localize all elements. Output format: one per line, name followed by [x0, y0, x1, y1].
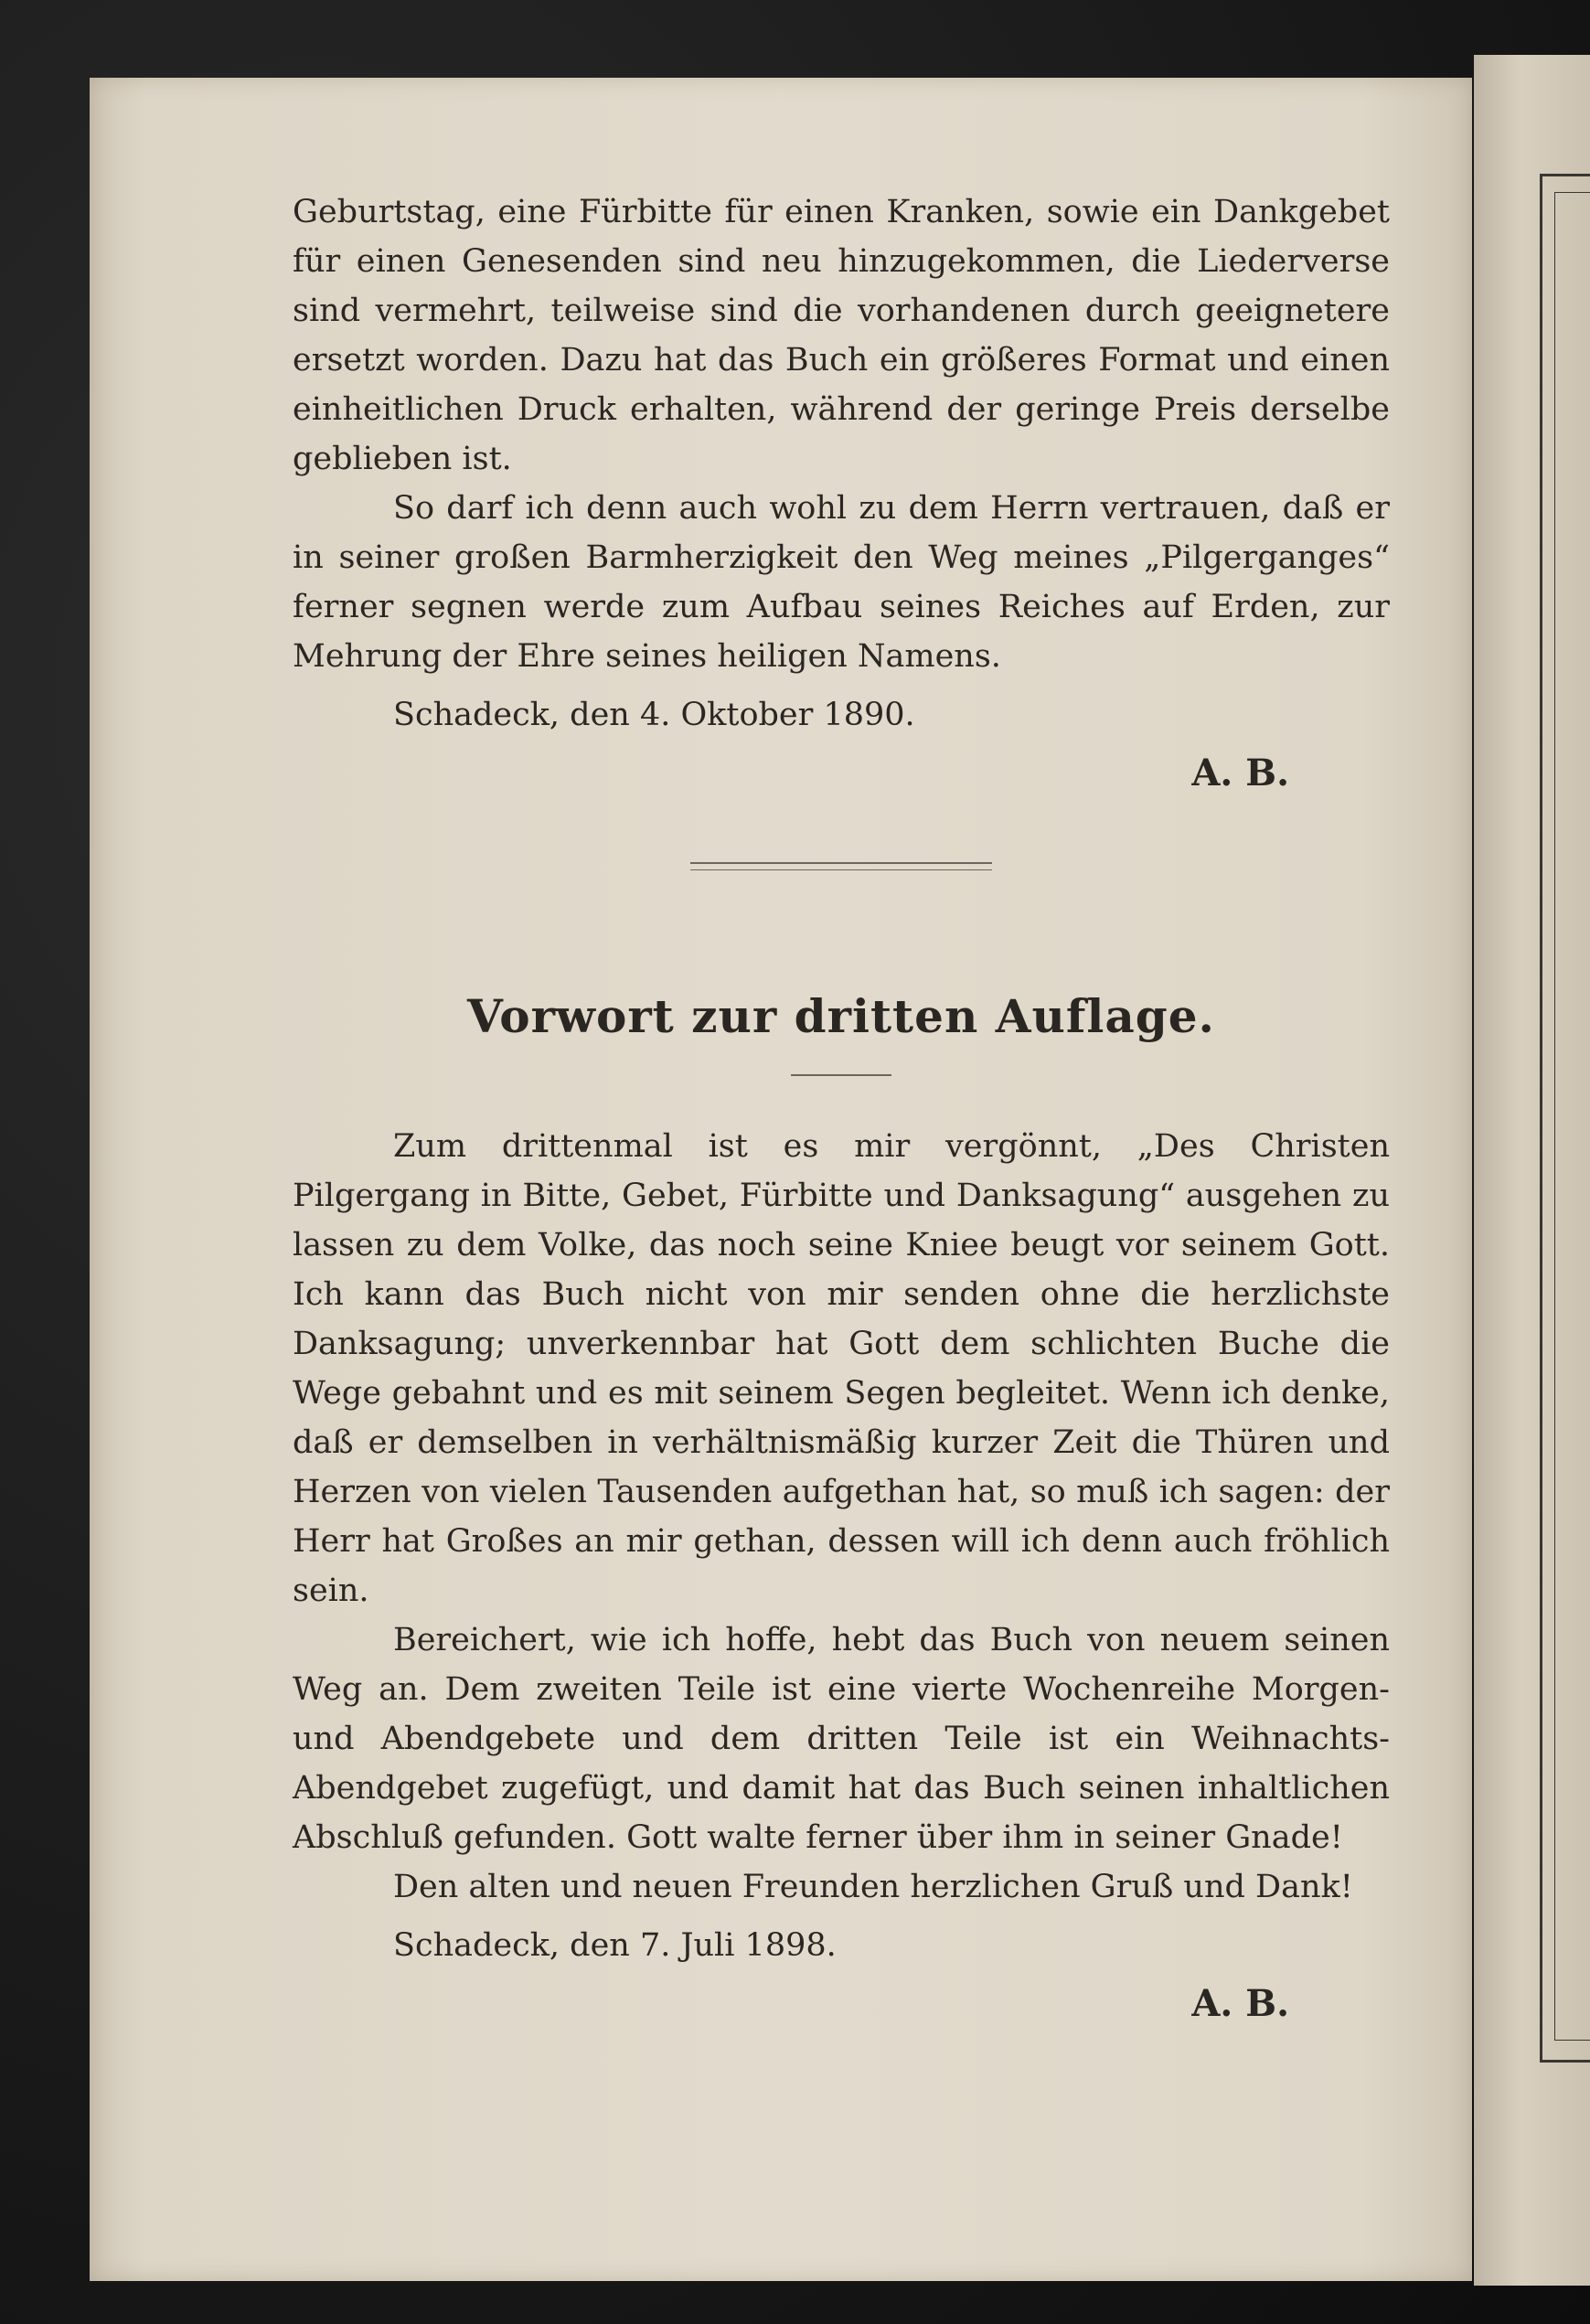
section2-dateline: Schadeck, den 7. Juli 1898. — [393, 1927, 837, 1964]
page-text — [293, 187, 1390, 2029]
section2-signature: A. B. — [1191, 1982, 1289, 2025]
section1-signature: A. B. — [1191, 752, 1289, 794]
section2-paragraph3: Den alten und neuen Freunden herzlichen Gruß und Dank! — [393, 1869, 1353, 1905]
facing-page-inner-border — [1554, 192, 1590, 2041]
section1-paragraph1: Geburtstag, eine Fürbitte für einen Kranken, sowie ein Dankgebet für einen Genesenden sind neu hinzugekommen, die Liederverse sind vermehrt, teilweise sind die vorhandenen durch geeignetere ersetzt worden. Dazu hat das Buch ein größeres Format und einen einheitlichen Druck erhalten, während der geringe Preis derselbe geblieben ist. — [293, 194, 1390, 477]
section1-dateline: Schadeck, den 4. Oktober 1890. — [393, 697, 915, 733]
section-separator — [690, 862, 992, 870]
section2-paragraph2: Bereichert, wie ich hoffe, hebt das Buch von neuem seinen Weg an. Dem zweiten Teile ist eine vierte Wochenreihe Morgen- und Abendgebete und dem dritten Teile ist ein Weihnachts-Abendgebet zugefügt, und damit hat das Buch seinen inhaltlichen Abschluß gefunden. Gott walte ferner über ihm in seiner Gnade! — [293, 1622, 1390, 1856]
heading-rule — [791, 1074, 891, 1076]
section1-paragraph2: So darf ich denn auch wohl zu dem Herrn vertrauen, daß er in seiner großen Barmherzigkeit den Weg meines „Pilgerganges“ ferner segnen werde zum Aufbau seines Reiches auf Erden, zur Mehrung der Ehre seines heiligen Namens. — [293, 490, 1390, 675]
section2-heading: Vorwort zur dritten Auflage. — [467, 989, 1215, 1043]
section2-paragraph1: Zum drittenmal ist es mir vergönnt, „Des Christen Pilgergang in Bitte, Gebet, Fürbitte und Danksagung“ ausgehen zu lassen zu dem Volke, das noch seine Kniee beugt vor seinem Gott. Ich kann das Buch nicht von mir senden ohne die herzlichste Danksagung; unverkennbar hat Gott dem schlichten Buche die Wege gebahnt und es mit seinem Segen begleitet. Wenn ich denke, daß er demselben in verhältnismäßig kurzer Zeit die Thüren und Herzen von vielen Tausenden aufgethan hat, so muß ich sagen: der Herr hat Großes an mir gethan, dessen will ich denn auch fröhlich sein. — [293, 1128, 1390, 1609]
